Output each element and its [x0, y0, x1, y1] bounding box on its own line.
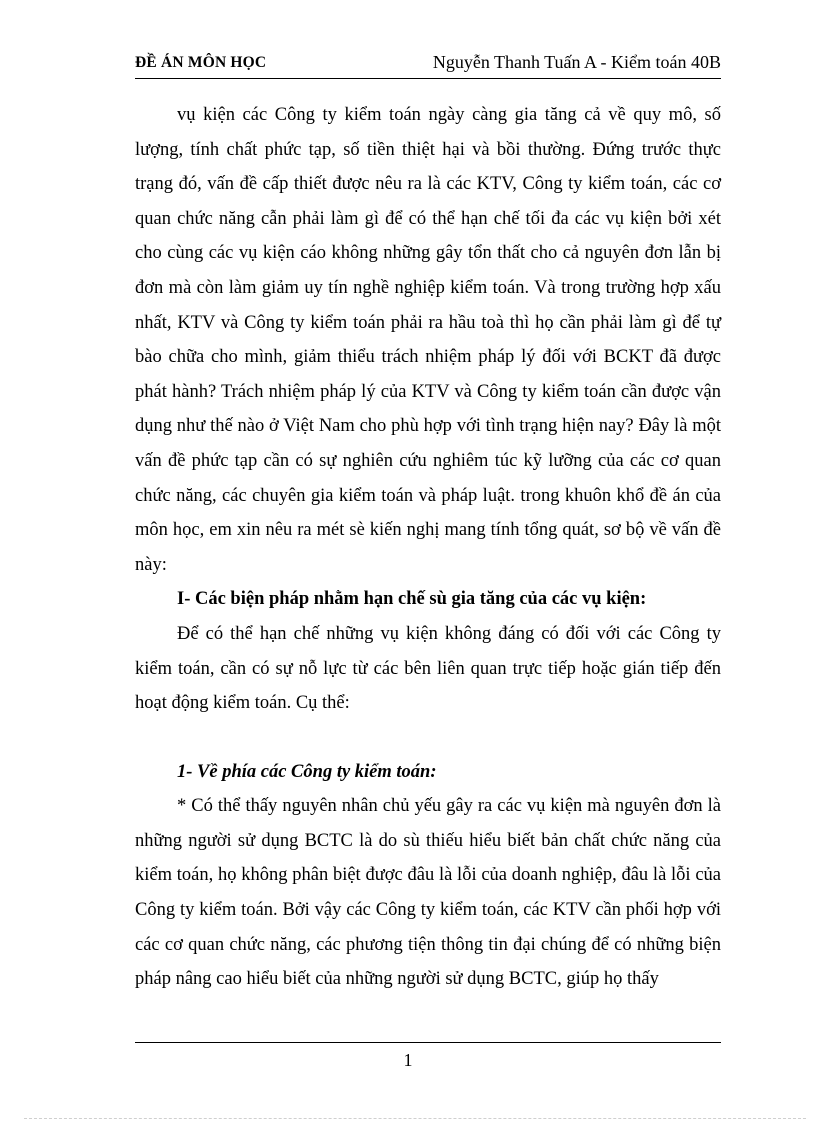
page-header [135, 52, 721, 79]
paragraph-audit-firms: * Có thể thấy nguyên nhân chủ yếu gây ra các vụ kiện mà nguyên đơn là những người sử dụng BCTC là do sù thiếu hiểu biết bản chất chức năng của kiểm toán, họ không phân biệt được đâu là lỗi của doanh nghiệp, đâu là lỗi của Công ty kiểm toán. Bởi vậy các Công ty kiểm toán, các KTV cần phối hợp với các cơ quan chức năng, các phương tiện thông tin đại chúng để có những biện pháp nâng cao hiểu biết của những người sử dụng BCTC, giúp họ thấy [135, 796, 721, 990]
paragraph-section-intro: Để có thể hạn chế những vụ kiện không đáng có đối với các Công ty kiểm toán, cần có sự nỗ lực từ các bên liên quan trực tiếp hoặc gián tiếp đến hoạt động kiểm toán. Cụ thể: [135, 623, 721, 714]
paragraph-intro: vụ kiện các Công ty kiểm toán ngày càng gia tăng cả về quy mô, số lượng, tính chất phức tạp, số tiền thiệt hại và bồi thường. Đứng trước thực trạng đó, vấn đề cấp thiết được nêu ra là các KTV, Công ty kiểm toán, các cơ quan chức năng cẫn phải làm gì để có thể hạn chế tối đa các vụ kiện bởi xét cho cùng các vụ kiện cáo không những gây tổn thất cho cả nguyên đơn lẫn bị đơn mà còn làm giảm uy tín nghề nghiệp kiểm toán. Và trong trường hợp xấu nhất, KTV và Công ty kiểm toán phải ra hầu toà thì họ cần phải làm gì để tự bào chữa cho mình, giảm thiểu trách nhiệm pháp lý đối với BCKT đã được phát hành? Trách nhiệm pháp lý của KTV và Công ty kiểm toán cần được vận dụng như thế nào ở Việt Nam cho phù hợp với tình trạng hiện nay? Đây là một vấn đề phức tạp cần có sự nghiên cứu nghiêm túc kỹ lưỡng của các cơ quan chức năng, các chuyên gia kiểm toán và pháp luật. trong khuôn khổ đề án của môn học, em xin nêu ra mét sè kiến nghị mang tính tổng quát, sơ bộ về vấn đề này: [135, 105, 721, 575]
footer-divider [135, 1042, 721, 1043]
page-break-line [24, 1118, 806, 1119]
subsection-heading: 1- Về phía các Công ty kiểm toán: [177, 761, 437, 782]
page-number: 1 [403, 1050, 413, 1070]
section-heading: I- Các biện pháp nhằm hạn chế sù gia tăng của các vụ kiện: [177, 589, 647, 610]
author-course-label: Nguyễn Thanh Tuấn A - Kiểm toán 40B [432, 52, 721, 72]
page-body [135, 98, 721, 997]
document-type-label: ĐỀ ÁN MÔN HỌC [135, 54, 267, 71]
